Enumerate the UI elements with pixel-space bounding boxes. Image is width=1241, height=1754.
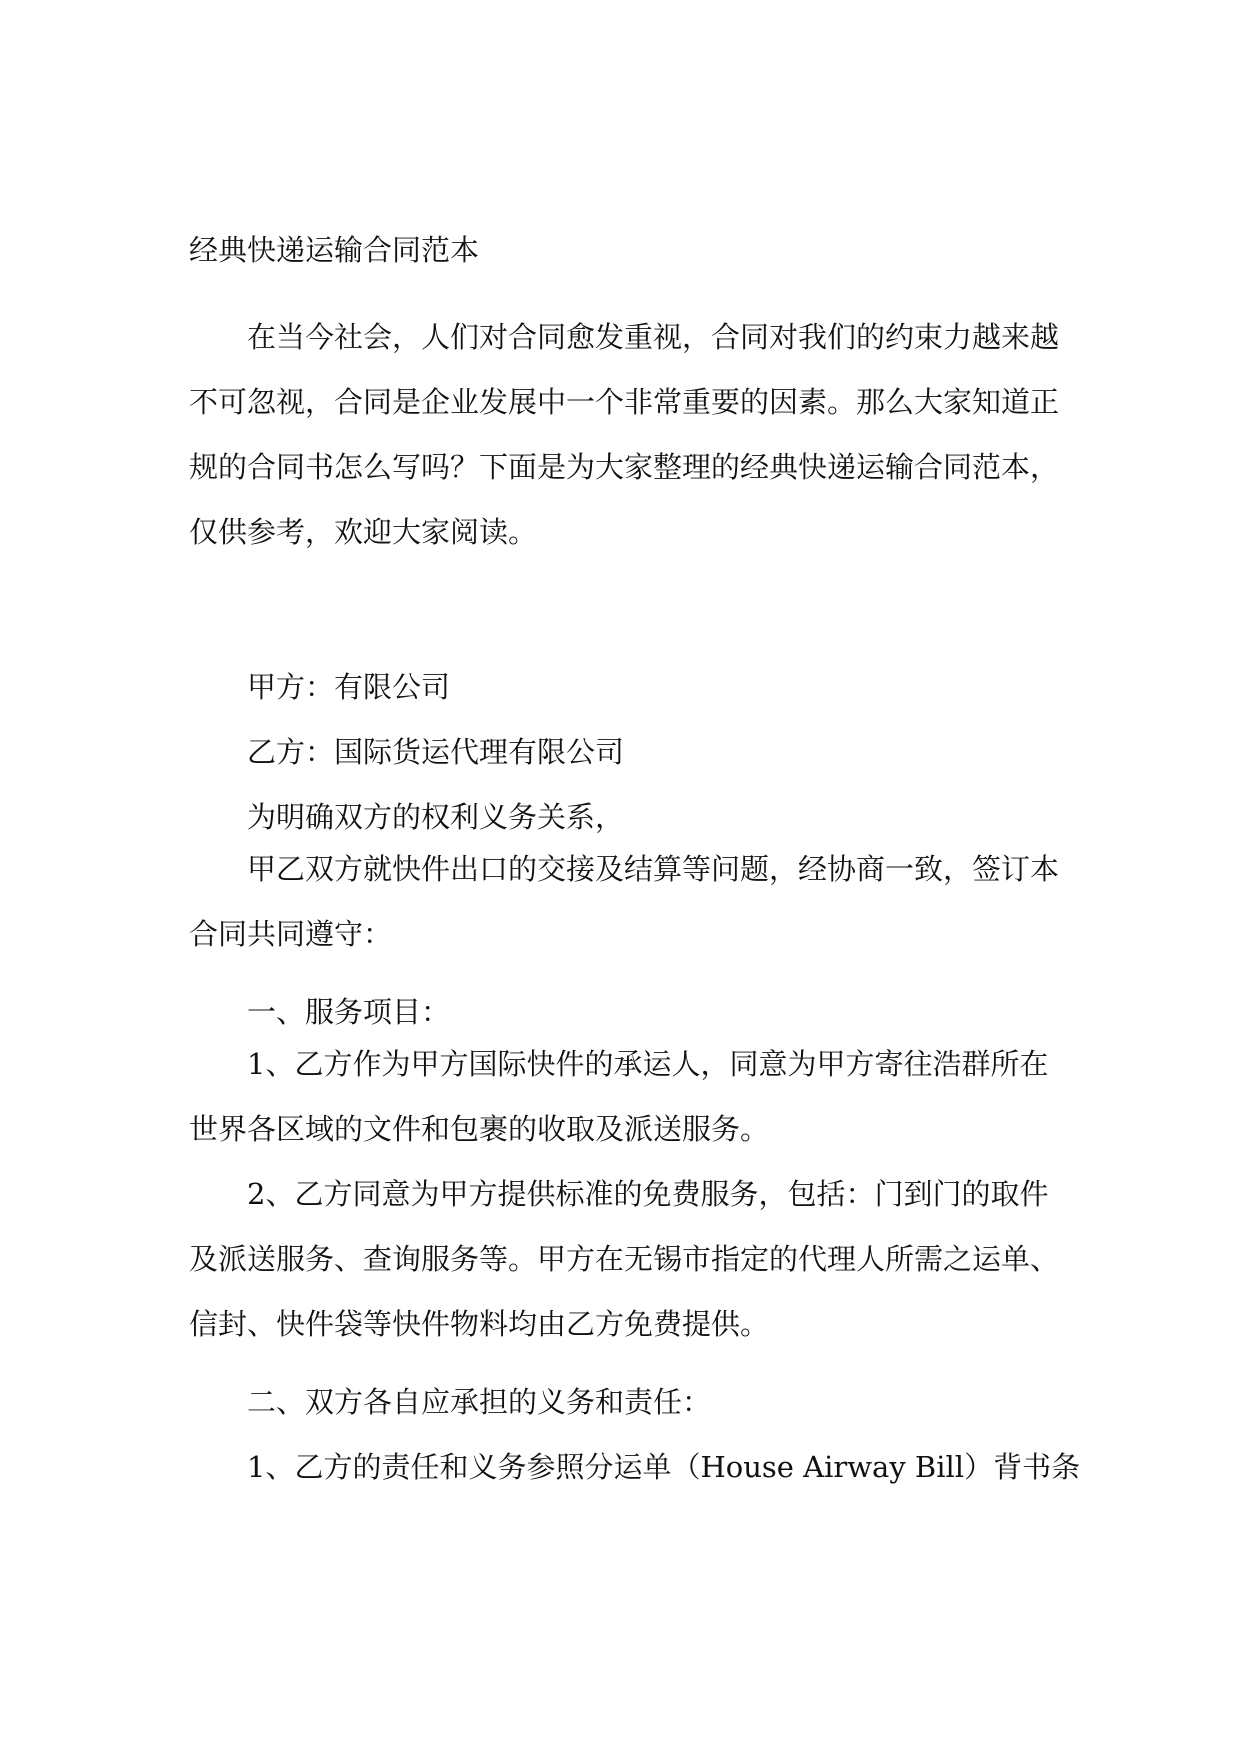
section1-item2 <box>189 1162 1069 1357</box>
agreement-paragraph <box>189 837 1069 967</box>
section2-heading: 二、双方各自应承担的义务和责任： <box>247 1385 712 1419</box>
intro-line: 规的合同书怎么写吗？下面是为大家整理的经典快递运输合同范本， <box>189 450 1060 484</box>
section1-item2-line: 信封、快件袋等快件物料均由乙方免费提供。 <box>189 1307 770 1341</box>
party-a: 甲方：有限公司 <box>247 670 451 704</box>
intro-paragraph <box>189 305 1069 565</box>
section1-item1-line: 世界各区域的文件和包裹的收取及派送服务。 <box>189 1112 770 1146</box>
section1-item2-line: 2、乙方同意为甲方提供标准的免费服务，包括：门到门的取件 <box>247 1177 1049 1211</box>
party-b: 乙方：国际货运代理有限公司 <box>247 735 625 769</box>
section1-item1-line: 1、乙方作为甲方国际快件的承运人，同意为甲方寄往浩群所在 <box>247 1047 1049 1081</box>
purpose-line: 为明确双方的权利义务关系， <box>247 800 625 834</box>
intro-line: 不可忽视，合同是企业发展中一个非常重要的因素。那么大家知道正 <box>189 385 1060 419</box>
section2-item1: 1、乙方的责任和义务参照分运单（House Airway Bill）背书条 <box>247 1450 1081 1484</box>
intro-line: 在当今社会，人们对合同愈发重视，合同对我们的约束力越来越 <box>247 320 1060 354</box>
agreement-line: 甲乙双方就快件出口的交接及结算等问题，经协商一致，签订本 <box>247 852 1060 886</box>
section1-item2-line: 及派送服务、查询服务等。甲方在无锡市指定的代理人所需之运单、 <box>189 1242 1060 1276</box>
intro-line: 仅供参考，欢迎大家阅读。 <box>189 515 538 549</box>
agreement-line: 合同共同遵守： <box>189 917 393 951</box>
section1-item1 <box>189 1032 1069 1162</box>
section1-heading: 一、服务项目： <box>247 995 451 1029</box>
document-title: 经典快递运输合同范本 <box>189 233 480 267</box>
